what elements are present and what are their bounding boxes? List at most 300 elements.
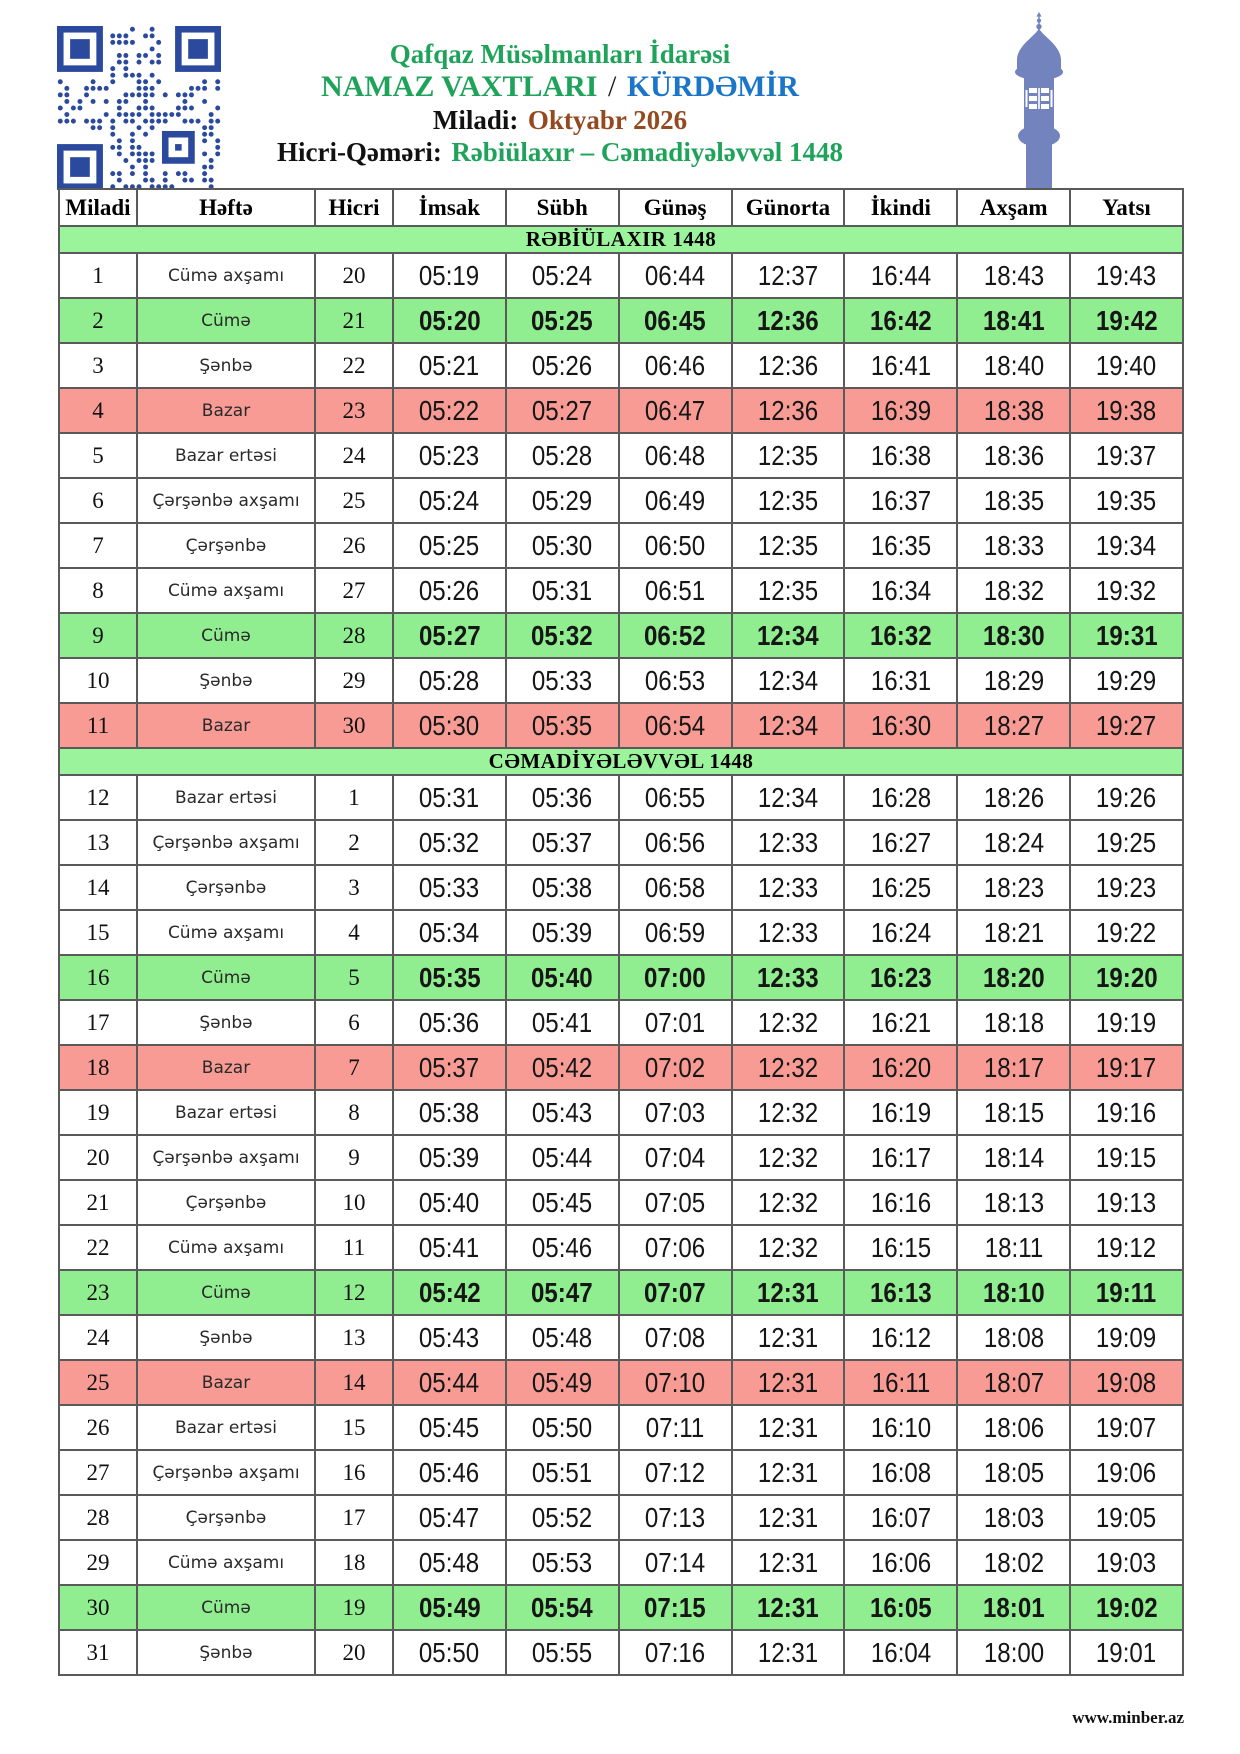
weekday-cell: Bazar: [137, 703, 315, 748]
subh-time-cell: 05:39: [506, 910, 619, 955]
ikindi-time-cell: 16:42: [844, 298, 957, 343]
yatsi-time-cell: 19:03: [1070, 1540, 1183, 1585]
axsam-time-cell: 18:10: [957, 1270, 1070, 1315]
miladi-day-cell: 21: [59, 1180, 137, 1225]
col-header-subh: Sübh: [506, 189, 619, 226]
gunes-time-cell: 06:52: [619, 613, 732, 658]
yatsi-time-cell: 19:07: [1070, 1405, 1183, 1450]
gunorta-time-cell: 12:37: [732, 253, 845, 298]
yatsi-time-cell: 19:43: [1070, 253, 1183, 298]
yatsi-time-cell: 19:25: [1070, 820, 1183, 865]
weekday-cell: Şənbə: [137, 1630, 315, 1675]
prayer-times-row: [59, 1495, 1183, 1540]
imsak-time-cell: 05:35: [393, 955, 506, 1000]
ikindi-time-cell: 16:20: [844, 1045, 957, 1090]
gunes-time-cell: 06:51: [619, 568, 732, 613]
subh-time-cell: 05:38: [506, 865, 619, 910]
prayer-times-row: [59, 1135, 1183, 1180]
yatsi-time-cell: 19:22: [1070, 910, 1183, 955]
gunes-time-cell: 06:44: [619, 253, 732, 298]
ikindi-time-cell: 16:23: [844, 955, 957, 1000]
axsam-time-cell: 18:03: [957, 1495, 1070, 1540]
col-header-ikindi: İkindi: [844, 189, 957, 226]
hicri-day-cell: 3: [315, 865, 393, 910]
yatsi-time-cell: 19:38: [1070, 388, 1183, 433]
gunes-time-cell: 06:58: [619, 865, 732, 910]
month-section-title: CƏMADİYƏLƏVVƏL 1448: [59, 748, 1183, 775]
gunorta-time-cell: 12:35: [732, 478, 845, 523]
miladi-day-cell: 19: [59, 1090, 137, 1135]
prayer-times-row: [59, 1540, 1183, 1585]
ikindi-time-cell: 16:35: [844, 523, 957, 568]
subh-time-cell: 05:55: [506, 1630, 619, 1675]
imsak-time-cell: 05:44: [393, 1360, 506, 1405]
yatsi-time-cell: 19:08: [1070, 1360, 1183, 1405]
gunorta-time-cell: 12:32: [732, 1225, 845, 1270]
imsak-time-cell: 05:40: [393, 1180, 506, 1225]
gunes-time-cell: 06:56: [619, 820, 732, 865]
gunorta-time-cell: 12:31: [732, 1585, 845, 1630]
axsam-time-cell: 18:08: [957, 1315, 1070, 1360]
axsam-time-cell: 18:02: [957, 1540, 1070, 1585]
ikindi-time-cell: 16:06: [844, 1540, 957, 1585]
gunorta-time-cell: 12:36: [732, 343, 845, 388]
imsak-time-cell: 05:38: [393, 1090, 506, 1135]
weekday-cell: Cümə: [137, 613, 315, 658]
hicri-day-cell: 9: [315, 1135, 393, 1180]
miladi-day-cell: 9: [59, 613, 137, 658]
miladi-day-cell: 14: [59, 865, 137, 910]
miladi-day-cell: 16: [59, 955, 137, 1000]
hicri-day-cell: 23: [315, 388, 393, 433]
imsak-time-cell: 05:28: [393, 658, 506, 703]
subh-time-cell: 05:28: [506, 433, 619, 478]
axsam-time-cell: 18:01: [957, 1585, 1070, 1630]
yatsi-time-cell: 19:05: [1070, 1495, 1183, 1540]
weekday-cell: Çərşənbə axşamı: [137, 820, 315, 865]
axsam-time-cell: 18:36: [957, 433, 1070, 478]
gregorian-date-line: [140, 104, 980, 136]
ikindi-time-cell: 16:31: [844, 658, 957, 703]
prayer-times-row: [59, 1630, 1183, 1675]
miladi-day-cell: 1: [59, 253, 137, 298]
gunes-time-cell: 07:00: [619, 955, 732, 1000]
hicri-day-cell: 13: [315, 1315, 393, 1360]
subh-time-cell: 05:32: [506, 613, 619, 658]
yatsi-time-cell: 19:26: [1070, 775, 1183, 820]
subh-time-cell: 05:41: [506, 1000, 619, 1045]
gunorta-time-cell: 12:34: [732, 703, 845, 748]
axsam-time-cell: 18:20: [957, 955, 1070, 1000]
axsam-time-cell: 18:29: [957, 658, 1070, 703]
yatsi-time-cell: 19:23: [1070, 865, 1183, 910]
imsak-time-cell: 05:26: [393, 568, 506, 613]
weekday-cell: Bazar: [137, 388, 315, 433]
imsak-time-cell: 05:34: [393, 910, 506, 955]
prayer-times-row: [59, 613, 1183, 658]
ikindi-time-cell: 16:44: [844, 253, 957, 298]
imsak-time-cell: 05:37: [393, 1045, 506, 1090]
gunorta-time-cell: 12:33: [732, 865, 845, 910]
col-header-gunes: Günəş: [619, 189, 732, 226]
subh-time-cell: 05:53: [506, 1540, 619, 1585]
main-title-separator: /: [607, 70, 617, 103]
miladi-day-cell: 5: [59, 433, 137, 478]
gunorta-time-cell: 12:36: [732, 388, 845, 433]
hijri-date-line: [140, 136, 980, 168]
col-header-yatsi: Yatsı: [1070, 189, 1183, 226]
axsam-time-cell: 18:07: [957, 1360, 1070, 1405]
gunorta-time-cell: 12:35: [732, 568, 845, 613]
yatsi-time-cell: 19:17: [1070, 1045, 1183, 1090]
prayer-times-row: [59, 955, 1183, 1000]
gunes-time-cell: 06:49: [619, 478, 732, 523]
month-section-title: RƏBİÜLAXIR 1448: [59, 226, 1183, 253]
imsak-time-cell: 05:22: [393, 388, 506, 433]
miladi-day-cell: 23: [59, 1270, 137, 1315]
subh-time-cell: 05:24: [506, 253, 619, 298]
hicri-day-cell: 29: [315, 658, 393, 703]
gunes-time-cell: 07:16: [619, 1630, 732, 1675]
hicri-day-cell: 27: [315, 568, 393, 613]
gunorta-time-cell: 12:31: [732, 1315, 845, 1360]
axsam-time-cell: 18:00: [957, 1630, 1070, 1675]
gunes-time-cell: 06:55: [619, 775, 732, 820]
gunes-time-cell: 06:54: [619, 703, 732, 748]
hicri-day-cell: 12: [315, 1270, 393, 1315]
weekday-cell: Bazar ertəsi: [137, 775, 315, 820]
axsam-time-cell: 18:14: [957, 1135, 1070, 1180]
yatsi-time-cell: 19:42: [1070, 298, 1183, 343]
prayer-times-row: [59, 1360, 1183, 1405]
prayer-times-row: [59, 1450, 1183, 1495]
subh-time-cell: 05:25: [506, 298, 619, 343]
hicri-label: Hicri-Qəməri:: [276, 137, 442, 167]
hicri-value: Rəbiülaxır – Cəmadiyələvvəl 1448: [451, 137, 844, 167]
prayer-times-row: [59, 433, 1183, 478]
ikindi-time-cell: 16:41: [844, 343, 957, 388]
imsak-time-cell: 05:41: [393, 1225, 506, 1270]
ikindi-time-cell: 16:21: [844, 1000, 957, 1045]
imsak-time-cell: 05:20: [393, 298, 506, 343]
ikindi-time-cell: 16:37: [844, 478, 957, 523]
prayer-times-row: [59, 568, 1183, 613]
hicri-day-cell: 25: [315, 478, 393, 523]
gunorta-time-cell: 12:31: [732, 1630, 845, 1675]
gunes-time-cell: 07:07: [619, 1270, 732, 1315]
gunorta-time-cell: 12:32: [732, 1180, 845, 1225]
prayer-times-row: [59, 478, 1183, 523]
website-footer: www.minber.az: [1072, 1708, 1184, 1727]
weekday-cell: Şənbə: [137, 343, 315, 388]
subh-time-cell: 05:37: [506, 820, 619, 865]
yatsi-time-cell: 19:19: [1070, 1000, 1183, 1045]
yatsi-time-cell: 19:29: [1070, 658, 1183, 703]
subh-time-cell: 05:29: [506, 478, 619, 523]
miladi-day-cell: 13: [59, 820, 137, 865]
gunorta-time-cell: 12:35: [732, 433, 845, 478]
imsak-time-cell: 05:50: [393, 1630, 506, 1675]
yatsi-time-cell: 19:11: [1070, 1270, 1183, 1315]
hicri-day-cell: 20: [315, 253, 393, 298]
imsak-time-cell: 05:32: [393, 820, 506, 865]
hicri-day-cell: 19: [315, 1585, 393, 1630]
gunorta-time-cell: 12:31: [732, 1270, 845, 1315]
weekday-cell: Şənbə: [137, 1000, 315, 1045]
imsak-time-cell: 05:45: [393, 1405, 506, 1450]
axsam-time-cell: 18:32: [957, 568, 1070, 613]
prayer-times-row: [59, 253, 1183, 298]
hicri-day-cell: 17: [315, 1495, 393, 1540]
ikindi-time-cell: 16:30: [844, 703, 957, 748]
yatsi-time-cell: 19:13: [1070, 1180, 1183, 1225]
yatsi-time-cell: 19:20: [1070, 955, 1183, 1000]
ikindi-time-cell: 16:32: [844, 613, 957, 658]
subh-time-cell: 05:42: [506, 1045, 619, 1090]
weekday-cell: Cümə: [137, 955, 315, 1000]
col-header-gunorta: Günorta: [732, 189, 845, 226]
gunes-time-cell: 06:48: [619, 433, 732, 478]
axsam-time-cell: 18:30: [957, 613, 1070, 658]
ikindi-time-cell: 16:17: [844, 1135, 957, 1180]
gunorta-time-cell: 12:31: [732, 1450, 845, 1495]
hicri-day-cell: 10: [315, 1180, 393, 1225]
gunes-time-cell: 07:12: [619, 1450, 732, 1495]
hicri-day-cell: 5: [315, 955, 393, 1000]
prayer-times-row: [59, 1270, 1183, 1315]
yatsi-time-cell: 19:12: [1070, 1225, 1183, 1270]
axsam-time-cell: 18:40: [957, 343, 1070, 388]
city-name: KÜRDƏMİR: [626, 70, 799, 103]
axsam-time-cell: 18:18: [957, 1000, 1070, 1045]
yatsi-time-cell: 19:35: [1070, 478, 1183, 523]
gunorta-time-cell: 12:33: [732, 955, 845, 1000]
hicri-day-cell: 26: [315, 523, 393, 568]
hicri-day-cell: 1: [315, 775, 393, 820]
imsak-time-cell: 05:48: [393, 1540, 506, 1585]
weekday-cell: Çərşənbə axşamı: [137, 478, 315, 523]
gunes-time-cell: 06:50: [619, 523, 732, 568]
imsak-time-cell: 05:31: [393, 775, 506, 820]
ikindi-time-cell: 16:39: [844, 388, 957, 433]
miladi-value: Oktyabr 2026: [527, 105, 688, 135]
miladi-day-cell: 31: [59, 1630, 137, 1675]
axsam-time-cell: 18:05: [957, 1450, 1070, 1495]
gunes-time-cell: 06:59: [619, 910, 732, 955]
weekday-cell: Çərşənbə axşamı: [137, 1135, 315, 1180]
yatsi-time-cell: 19:32: [1070, 568, 1183, 613]
subh-time-cell: 05:30: [506, 523, 619, 568]
ikindi-time-cell: 16:12: [844, 1315, 957, 1360]
prayer-times-row: [59, 388, 1183, 433]
ikindi-time-cell: 16:11: [844, 1360, 957, 1405]
hicri-day-cell: 11: [315, 1225, 393, 1270]
miladi-day-cell: 11: [59, 703, 137, 748]
prayer-times-row: [59, 820, 1183, 865]
miladi-day-cell: 10: [59, 658, 137, 703]
hicri-day-cell: 30: [315, 703, 393, 748]
miladi-day-cell: 6: [59, 478, 137, 523]
organization-title: Qafqaz Müsəlmanları İdarəsi: [389, 39, 731, 69]
hicri-day-cell: 24: [315, 433, 393, 478]
ikindi-time-cell: 16:24: [844, 910, 957, 955]
subh-time-cell: 05:46: [506, 1225, 619, 1270]
ikindi-time-cell: 16:05: [844, 1585, 957, 1630]
subh-time-cell: 05:51: [506, 1450, 619, 1495]
gunorta-time-cell: 12:34: [732, 775, 845, 820]
imsak-time-cell: 05:43: [393, 1315, 506, 1360]
month-section-row: [59, 748, 1183, 775]
yatsi-time-cell: 19:06: [1070, 1450, 1183, 1495]
hicri-day-cell: 16: [315, 1450, 393, 1495]
prayer-times-row: [59, 658, 1183, 703]
ikindi-time-cell: 16:15: [844, 1225, 957, 1270]
yatsi-time-cell: 19:01: [1070, 1630, 1183, 1675]
subh-time-cell: 05:40: [506, 955, 619, 1000]
imsak-time-cell: 05:46: [393, 1450, 506, 1495]
ikindi-time-cell: 16:25: [844, 865, 957, 910]
header-titles: [140, 38, 980, 168]
subh-time-cell: 05:52: [506, 1495, 619, 1540]
axsam-time-cell: 18:13: [957, 1180, 1070, 1225]
weekday-cell: Şənbə: [137, 1315, 315, 1360]
ikindi-time-cell: 16:28: [844, 775, 957, 820]
prayer-times-row: [59, 775, 1183, 820]
yatsi-time-cell: 19:31: [1070, 613, 1183, 658]
hicri-day-cell: 15: [315, 1405, 393, 1450]
hicri-day-cell: 2: [315, 820, 393, 865]
subh-time-cell: 05:50: [506, 1405, 619, 1450]
yatsi-time-cell: 19:37: [1070, 433, 1183, 478]
axsam-time-cell: 18:24: [957, 820, 1070, 865]
miladi-day-cell: 7: [59, 523, 137, 568]
col-header-axsam: Axşam: [957, 189, 1070, 226]
axsam-time-cell: 18:23: [957, 865, 1070, 910]
axsam-time-cell: 18:33: [957, 523, 1070, 568]
col-header-hicri: Hicri: [315, 189, 393, 226]
ikindi-time-cell: 16:27: [844, 820, 957, 865]
ikindi-time-cell: 16:13: [844, 1270, 957, 1315]
weekday-cell: Cümə axşamı: [137, 910, 315, 955]
col-header-imsak: İmsak: [393, 189, 506, 226]
weekday-cell: Cümə: [137, 1270, 315, 1315]
axsam-time-cell: 18:26: [957, 775, 1070, 820]
subh-time-cell: 05:33: [506, 658, 619, 703]
axsam-time-cell: 18:27: [957, 703, 1070, 748]
hicri-day-cell: 22: [315, 343, 393, 388]
gunorta-time-cell: 12:34: [732, 658, 845, 703]
prayer-times-row: [59, 298, 1183, 343]
weekday-cell: Bazar ertəsi: [137, 1090, 315, 1135]
gunorta-time-cell: 12:35: [732, 523, 845, 568]
gunorta-time-cell: 12:36: [732, 298, 845, 343]
prayer-times-row: [59, 910, 1183, 955]
gunes-time-cell: 07:08: [619, 1315, 732, 1360]
weekday-cell: Şənbə: [137, 658, 315, 703]
axsam-time-cell: 18:43: [957, 253, 1070, 298]
ikindi-time-cell: 16:04: [844, 1630, 957, 1675]
subh-time-cell: 05:49: [506, 1360, 619, 1405]
miladi-day-cell: 8: [59, 568, 137, 613]
miladi-day-cell: 28: [59, 1495, 137, 1540]
yatsi-time-cell: 19:02: [1070, 1585, 1183, 1630]
subh-time-cell: 05:47: [506, 1270, 619, 1315]
hicri-day-cell: 20: [315, 1630, 393, 1675]
imsak-time-cell: 05:19: [393, 253, 506, 298]
hicri-day-cell: 7: [315, 1045, 393, 1090]
table-header-row: [59, 189, 1183, 226]
imsak-time-cell: 05:47: [393, 1495, 506, 1540]
miladi-day-cell: 29: [59, 1540, 137, 1585]
prayer-times-row: [59, 1405, 1183, 1450]
weekday-cell: Çərşənbə: [137, 865, 315, 910]
weekday-cell: Cümə axşamı: [137, 253, 315, 298]
gunes-time-cell: 06:46: [619, 343, 732, 388]
month-section-row: [59, 226, 1183, 253]
weekday-cell: Cümə axşamı: [137, 568, 315, 613]
gunorta-time-cell: 12:33: [732, 820, 845, 865]
hicri-day-cell: 14: [315, 1360, 393, 1405]
hicri-day-cell: 21: [315, 298, 393, 343]
weekday-cell: Çərşənbə: [137, 1495, 315, 1540]
gunes-time-cell: 06:47: [619, 388, 732, 433]
gunes-time-cell: 07:14: [619, 1540, 732, 1585]
hicri-day-cell: 28: [315, 613, 393, 658]
weekday-cell: Cümə axşamı: [137, 1540, 315, 1585]
weekday-cell: Çərşənbə axşamı: [137, 1450, 315, 1495]
weekday-cell: Çərşənbə: [137, 523, 315, 568]
imsak-time-cell: 05:36: [393, 1000, 506, 1045]
subh-time-cell: 05:35: [506, 703, 619, 748]
weekday-cell: Bazar ertəsi: [137, 1405, 315, 1450]
axsam-time-cell: 18:41: [957, 298, 1070, 343]
miladi-day-cell: 26: [59, 1405, 137, 1450]
hicri-day-cell: 18: [315, 1540, 393, 1585]
ikindi-time-cell: 16:07: [844, 1495, 957, 1540]
subh-time-cell: 05:54: [506, 1585, 619, 1630]
subh-time-cell: 05:43: [506, 1090, 619, 1135]
imsak-time-cell: 05:49: [393, 1585, 506, 1630]
prayer-table-body: [59, 226, 1183, 1675]
gunorta-time-cell: 12:31: [732, 1495, 845, 1540]
imsak-time-cell: 05:24: [393, 478, 506, 523]
imsak-time-cell: 05:25: [393, 523, 506, 568]
minaret-icon: [1000, 12, 1078, 192]
gunes-time-cell: 06:45: [619, 298, 732, 343]
subh-time-cell: 05:48: [506, 1315, 619, 1360]
miladi-day-cell: 24: [59, 1315, 137, 1360]
hicri-day-cell: 6: [315, 1000, 393, 1045]
gunorta-time-cell: 12:33: [732, 910, 845, 955]
gunorta-time-cell: 12:34: [732, 613, 845, 658]
prayer-times-row: [59, 865, 1183, 910]
ikindi-time-cell: 16:34: [844, 568, 957, 613]
main-title: [140, 70, 980, 104]
gunorta-time-cell: 12:31: [732, 1360, 845, 1405]
gunorta-time-cell: 12:32: [732, 1000, 845, 1045]
weekday-cell: Bazar ertəsi: [137, 433, 315, 478]
miladi-day-cell: 2: [59, 298, 137, 343]
axsam-time-cell: 18:35: [957, 478, 1070, 523]
weekday-cell: Cümə: [137, 298, 315, 343]
miladi-day-cell: 3: [59, 343, 137, 388]
main-title-left: NAMAZ VAXTLARI: [321, 70, 598, 103]
axsam-time-cell: 18:11: [957, 1225, 1070, 1270]
ikindi-time-cell: 16:38: [844, 433, 957, 478]
ikindi-time-cell: 16:10: [844, 1405, 957, 1450]
miladi-day-cell: 30: [59, 1585, 137, 1630]
axsam-time-cell: 18:06: [957, 1405, 1070, 1450]
